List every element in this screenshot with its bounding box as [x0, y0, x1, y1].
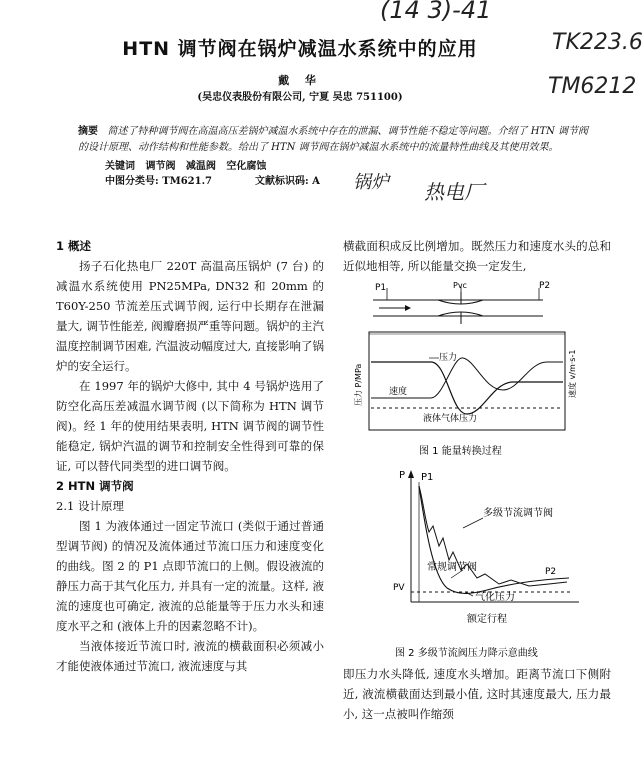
figure-1 — [343, 278, 615, 458]
section-heading-2: 2 HTN 调节阀 — [56, 479, 134, 493]
fig1-p2-label: P2 — [539, 281, 551, 291]
keyword: 空化腐蚀 — [226, 161, 267, 172]
paragraph: 即压力水头降低, 速度水头增加。距离节流口下侧附近, 液流横截面达到最小值, 这时其速度最大, 压力最小, 这一点被叫作缩颈 — [343, 667, 611, 721]
fig2-pv-label: PV — [393, 583, 405, 593]
fig2-conv-label: 常规调节阀 — [427, 562, 477, 573]
classification-line — [105, 172, 405, 187]
right-column-top — [343, 236, 611, 276]
figure-2 — [343, 466, 615, 662]
paper-title: HTN 调节阀在锅炉减温水系统中的应用 — [122, 38, 478, 60]
fig2-p2-label: P2 — [545, 567, 557, 577]
fig2-caption: 图 2 多级节流阀压力降示意曲线 — [395, 648, 538, 659]
fig2-conventional-curve — [419, 486, 569, 594]
fig2-multi-label: 多级节流调节阀 — [483, 508, 553, 519]
fig1-y-left-label: 压力 P/MPa — [354, 363, 363, 406]
abstract-text: 简述了特种调节阀在高温高压差锅炉减温水系统中存在的泄漏、调节性能不稳定等问题。介绍了 HTN 调节阀的设计原理、动作结构和性能参数。给出了 HTN 调节阀在锅炉减温水系统中的流量特性曲线及其使用效果。 — [78, 126, 589, 153]
handwritten-keyword-2: 热电厂 — [424, 180, 484, 204]
keyword: 减温阀 — [185, 161, 216, 172]
handwritten-class-1: TK223.6 — [552, 30, 643, 55]
fig2-p-axis-label: P — [399, 470, 406, 481]
fig1-y-right-label: 速度 v/m·s-1 — [568, 349, 577, 398]
paragraph: 在 1997 年的锅炉大修中, 其中 4 号锅炉选用了防空化高压差减温水调节阀 (以下简称为 HTN 调节阀)。经 1 年的使用结果表明, HTN 调节阀的调节性能稳定, 锅炉汽温的调节和控制安全性得到可靠的保证, 可以替代同类型的进口调节阀。 — [56, 379, 324, 473]
clc-label: 中图分类号: — [105, 176, 159, 187]
left-column — [56, 236, 324, 676]
subsection-heading-2-1: 2.1 设计原理 — [56, 499, 124, 513]
handwritten-class-2: TM6212 — [548, 74, 637, 99]
keyword: 调节阀 — [145, 161, 176, 172]
fig1-pressure-label: 压力 — [439, 353, 458, 363]
paragraph: 扬子石化热电厂 220T 高温高压锅炉 (7 台) 的减温水系统使用 PN25MPa, DN32 和 20mm 的 T60Y-250 节流差压式调节阀, 运行中长期存在泄漏量大, 调节性能差, 阀瓣磨损严重等问题。锅炉的主汽温度控制调节困难, 汽温波动幅度过大, 直接影响了锅炉的安全运行。 — [56, 259, 324, 373]
handwritten-keyword-1: 锅炉 — [353, 172, 389, 193]
doc-code-label: 文献标识码: — [254, 176, 309, 187]
author: 戴 华 — [278, 74, 322, 87]
abstract — [78, 124, 598, 156]
abstract-label: 摘要 — [78, 126, 98, 137]
clc-value: TM621.7 — [162, 176, 213, 187]
keywords-label: 关键词 — [105, 161, 135, 172]
fig2-vapor-label: 气化压力 — [475, 592, 515, 603]
keywords — [105, 157, 266, 172]
paragraph: 图 1 为液体通过一固定节流口 (类似于通过普通型调节阀) 的情况及流体通过节流口压力和速度变化的曲线。图 2 的 P1 点即节流口的上侧。假设液流的静压力高于其气化压力, 并具有一定的流量。这样, 液流的速度也可确定, 液流的总能量等于压力水头和速度水平之和 (液体上升的因素忽略不计)。 — [56, 519, 324, 633]
fig1-p1-label: P1 — [375, 283, 387, 293]
fig2-x-label: 额定行程 — [467, 614, 507, 625]
handwritten-note-top: (14 3)-41 — [380, 0, 492, 24]
fig2-p1-label: P1 — [421, 472, 434, 483]
right-column-bottom — [343, 664, 611, 724]
paragraph: 横截面积成反比例增加。既然压力和速度水头的总和近似地相等, 所以能量交换一定发生, — [343, 239, 611, 273]
fig1-velocity-label: 速度 — [389, 387, 408, 397]
doc-code-value: A — [312, 176, 320, 187]
fig1-vapor-label: 液体气体压力 — [423, 414, 478, 424]
fig1-pvc-label: Pvc — [453, 281, 467, 290]
fig1-caption: 图 1 能量转换过程 — [419, 446, 502, 457]
affiliation: (吴忠仪表股份有限公司, 宁夏 吴忠 751100) — [197, 92, 403, 103]
paragraph: 当液体接近节流口时, 液流的横截面积必须减小才能使液体通过节流口, 液流速度与其 — [56, 639, 324, 673]
section-heading-1: 1 概述 — [56, 239, 92, 253]
